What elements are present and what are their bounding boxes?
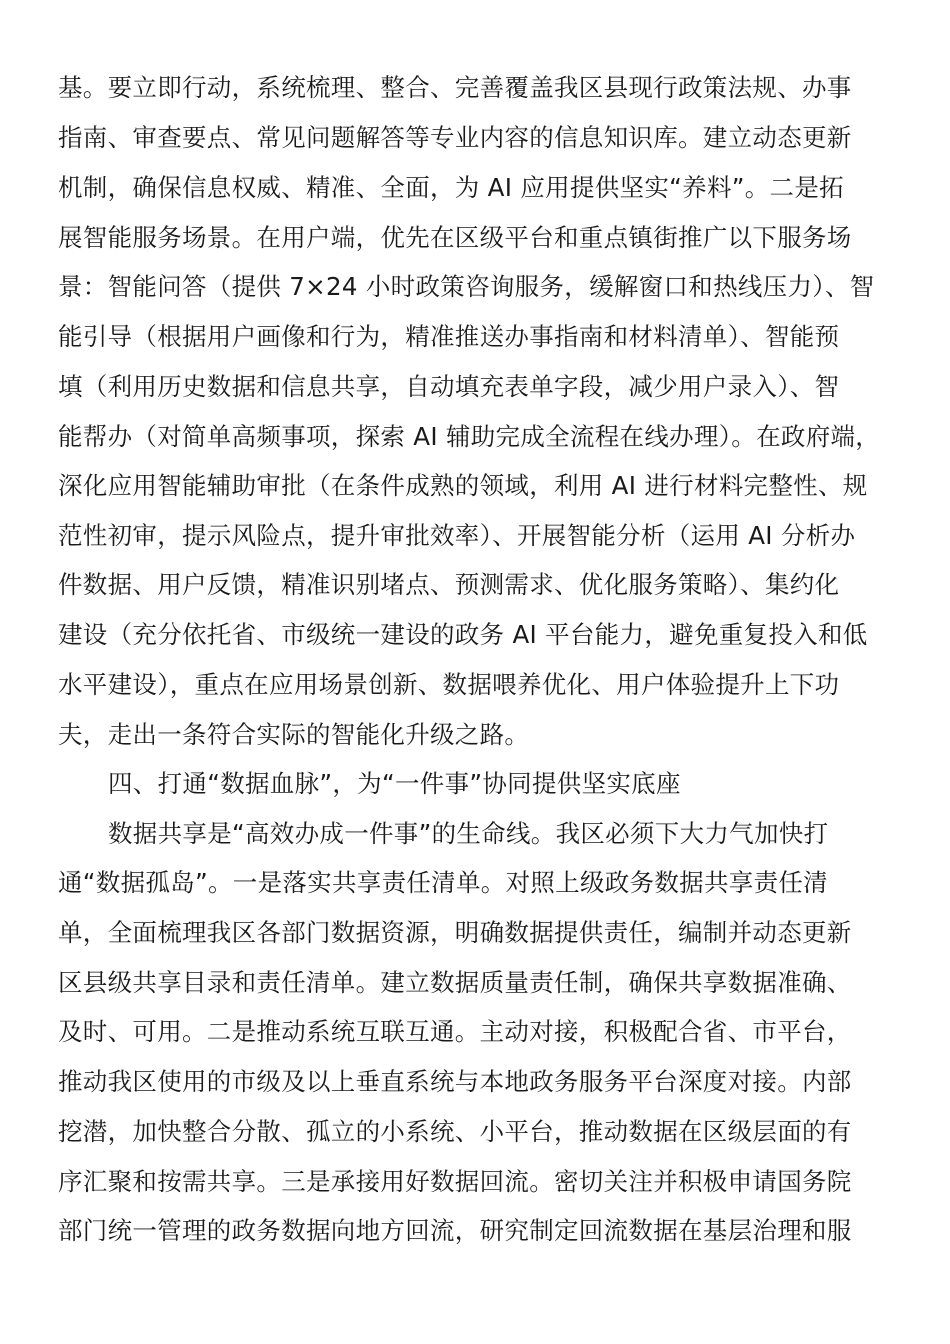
paragraph-line: 通“数据孤岛”。一是落实共享责任清单。对照上级政务数据共享责任清	[58, 868, 828, 897]
paragraph-line: 基。要立即行动，系统梳理、整合、完善覆盖我区县现行政策法规、办事	[58, 73, 852, 102]
paragraph-line: 推动我区使用的市级及以上垂直系统与本地政务服务平台深度对接。内部	[58, 1067, 852, 1096]
paragraph-line: 指南、审查要点、常见问题解答等专业内容的信息知识库。建立动态更新	[58, 123, 852, 152]
paragraph-line: 件数据、用户反馈，精准识别堵点、预测需求、优化服务策略）、集约化	[58, 570, 840, 599]
paragraph-line: 景：智能问答（提供 7×24 小时政策咨询服务，缓解窗口和热线压力）、智	[58, 272, 875, 301]
paragraph-line: 能引导（根据用户画像和行为，精准推送办事指南和材料清单）、智能预	[58, 322, 840, 351]
paragraph-line: 范性初审，提示风险点，提升审批效率）、开展智能分析（运用 AI 分析办	[58, 521, 856, 550]
paragraph-line: 及时、可用。二是推动系统互联互通。主动对接，积极配合省、市平台，	[58, 1017, 852, 1046]
paragraph-line: 填（利用历史数据和信息共享，自动填充表单字段，减少用户录入）、智	[58, 372, 840, 401]
paragraph-first-line: 数据共享是“高效办成一件事”的生命线。我区必须下大力气加快打	[108, 819, 829, 848]
paragraph-line: 挖潜，加快整合分散、孤立的小系统、小平台，推动数据在区级层面的有	[58, 1117, 852, 1146]
paragraph-line: 水平建设），重点在应用场景创新、数据喂养优化、用户体验提升上下功	[58, 670, 840, 699]
paragraph-line: 序汇聚和按需共享。三是承接用好数据回流。密切关注并积极申请国务院	[58, 1167, 852, 1196]
paragraph-line: 部门统一管理的政务数据向地方回流，研究制定回流数据在基层治理和服	[58, 1216, 852, 1245]
paragraph-line: 机制，确保信息权威、精准、全面，为 AI 应用提供坚实“养料”。二是拓	[58, 173, 844, 202]
section-heading: 四、打通“数据血脉”，为“一件事”协同提供坚实底座	[108, 769, 681, 798]
paragraph-line: 区县级共享目录和责任清单。建立数据质量责任制，确保共享数据准确、	[58, 968, 852, 997]
paragraph-line: 单，全面梳理我区各部门数据资源，明确数据提供责任，编制并动态更新	[58, 918, 852, 947]
paragraph-line: 建设（充分依托省、市级统一建设的政务 AI 平台能力，避免重复投入和低	[58, 620, 868, 649]
paragraph-line: 展智能服务场景。在用户端，优先在区级平台和重点镇街推广以下服务场	[58, 223, 852, 252]
paragraph-line: 能帮办（对简单高频事项，探索 AI 辅助完成全流程在线办理）。在政府端，	[58, 422, 881, 451]
paragraph-line: 夫，走出一条符合实际的智能化升级之路。	[58, 720, 530, 749]
paragraph-line: 深化应用智能辅助审批（在条件成熟的领域，利用 AI 进行材料完整性、规	[58, 471, 868, 500]
